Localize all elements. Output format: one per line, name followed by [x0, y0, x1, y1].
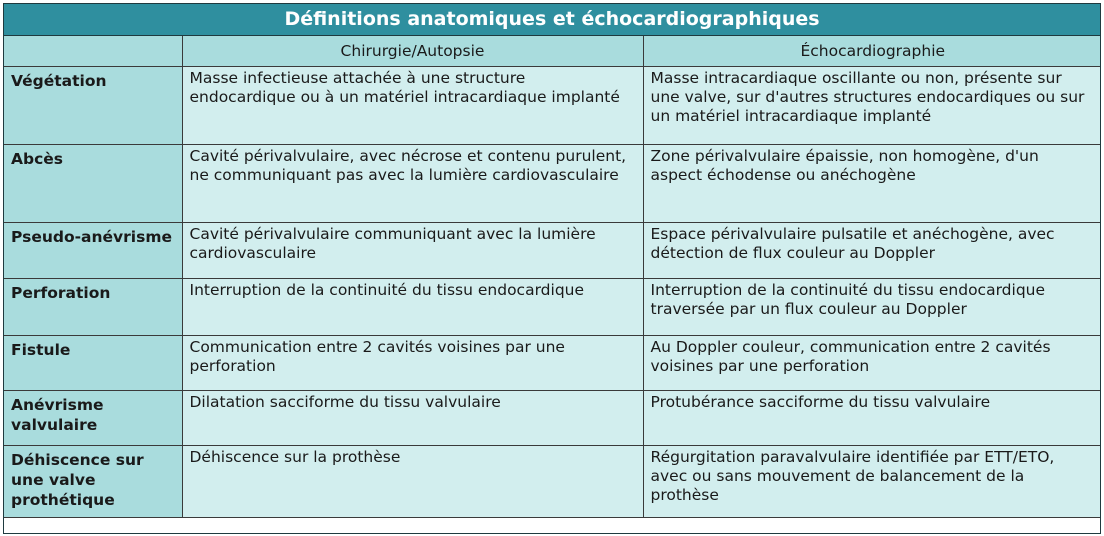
- table-row: [4, 145, 1101, 223]
- row-label-abces: Abcès: [4, 145, 182, 223]
- row-label-anevrisme-valvulaire: Anévrisme valvulaire: [4, 391, 182, 446]
- echo-definition: Au Doppler couleur, communication entre 2 cavités voisines par une perforation: [643, 336, 1101, 391]
- table-row: [4, 223, 1101, 279]
- table-row: [4, 446, 1101, 518]
- row-label-perforation: Perforation: [4, 279, 182, 336]
- header-label-column: [4, 36, 182, 67]
- header-echo-column: Échocardiographie: [643, 36, 1101, 67]
- table-row: [4, 279, 1101, 336]
- table-row: [4, 336, 1101, 391]
- row-label-fistule: Fistule: [4, 336, 182, 391]
- echo-definition: Zone périvalvulaire épaissie, non homogène, d'un aspect échodense ou anéchogène: [643, 145, 1101, 223]
- table-row: [4, 67, 1101, 145]
- echo-definition: Interruption de la continuité du tissu endocardique traversée par un flux couleur au Doppler: [643, 279, 1101, 336]
- row-label-pseudo-anevrisme: Pseudo-anévrisme: [4, 223, 182, 279]
- header-surgery-column: Chirurgie/Autopsie: [182, 36, 643, 67]
- table-row: [4, 391, 1101, 446]
- row-label-vegetation: Végétation: [4, 67, 182, 145]
- echo-definition: Masse intracardiaque oscillante ou non, présente sur une valve, sur d'autres structures endocardiques ou sur un matériel intracardiaque implanté: [643, 67, 1101, 145]
- surgery-definition: Interruption de la continuité du tissu endocardique: [182, 279, 643, 336]
- table-title: Définitions anatomiques et échocardiographiques: [4, 4, 1100, 36]
- surgery-definition: Communication entre 2 cavités voisines par une perforation: [182, 336, 643, 391]
- definitions-table-panel: [3, 3, 1101, 534]
- echo-definition: Régurgitation paravalvulaire identifiée par ETT/ETO, avec ou sans mouvement de balancement de la prothèse: [643, 446, 1101, 518]
- echo-definition: Protubérance sacciforme du tissu valvulaire: [643, 391, 1101, 446]
- definitions-table: [4, 36, 1101, 518]
- row-label-dehiscence: Déhiscence sur une valve prothétique: [4, 446, 182, 518]
- surgery-definition: Masse infectieuse attachée à une structure endocardique ou à un matériel intracardiaque implanté: [182, 67, 643, 145]
- surgery-definition: Cavité périvalvulaire communiquant avec la lumière cardiovasculaire: [182, 223, 643, 279]
- header-row: [4, 36, 1101, 67]
- echo-definition: Espace périvalvulaire pulsatile et anéchogène, avec détection de flux couleur au Doppler: [643, 223, 1101, 279]
- surgery-definition: Déhiscence sur la prothèse: [182, 446, 643, 518]
- surgery-definition: Dilatation sacciforme du tissu valvulaire: [182, 391, 643, 446]
- surgery-definition: Cavité périvalvulaire, avec nécrose et contenu purulent, ne communiquant pas avec la lumière cardiovasculaire: [182, 145, 643, 223]
